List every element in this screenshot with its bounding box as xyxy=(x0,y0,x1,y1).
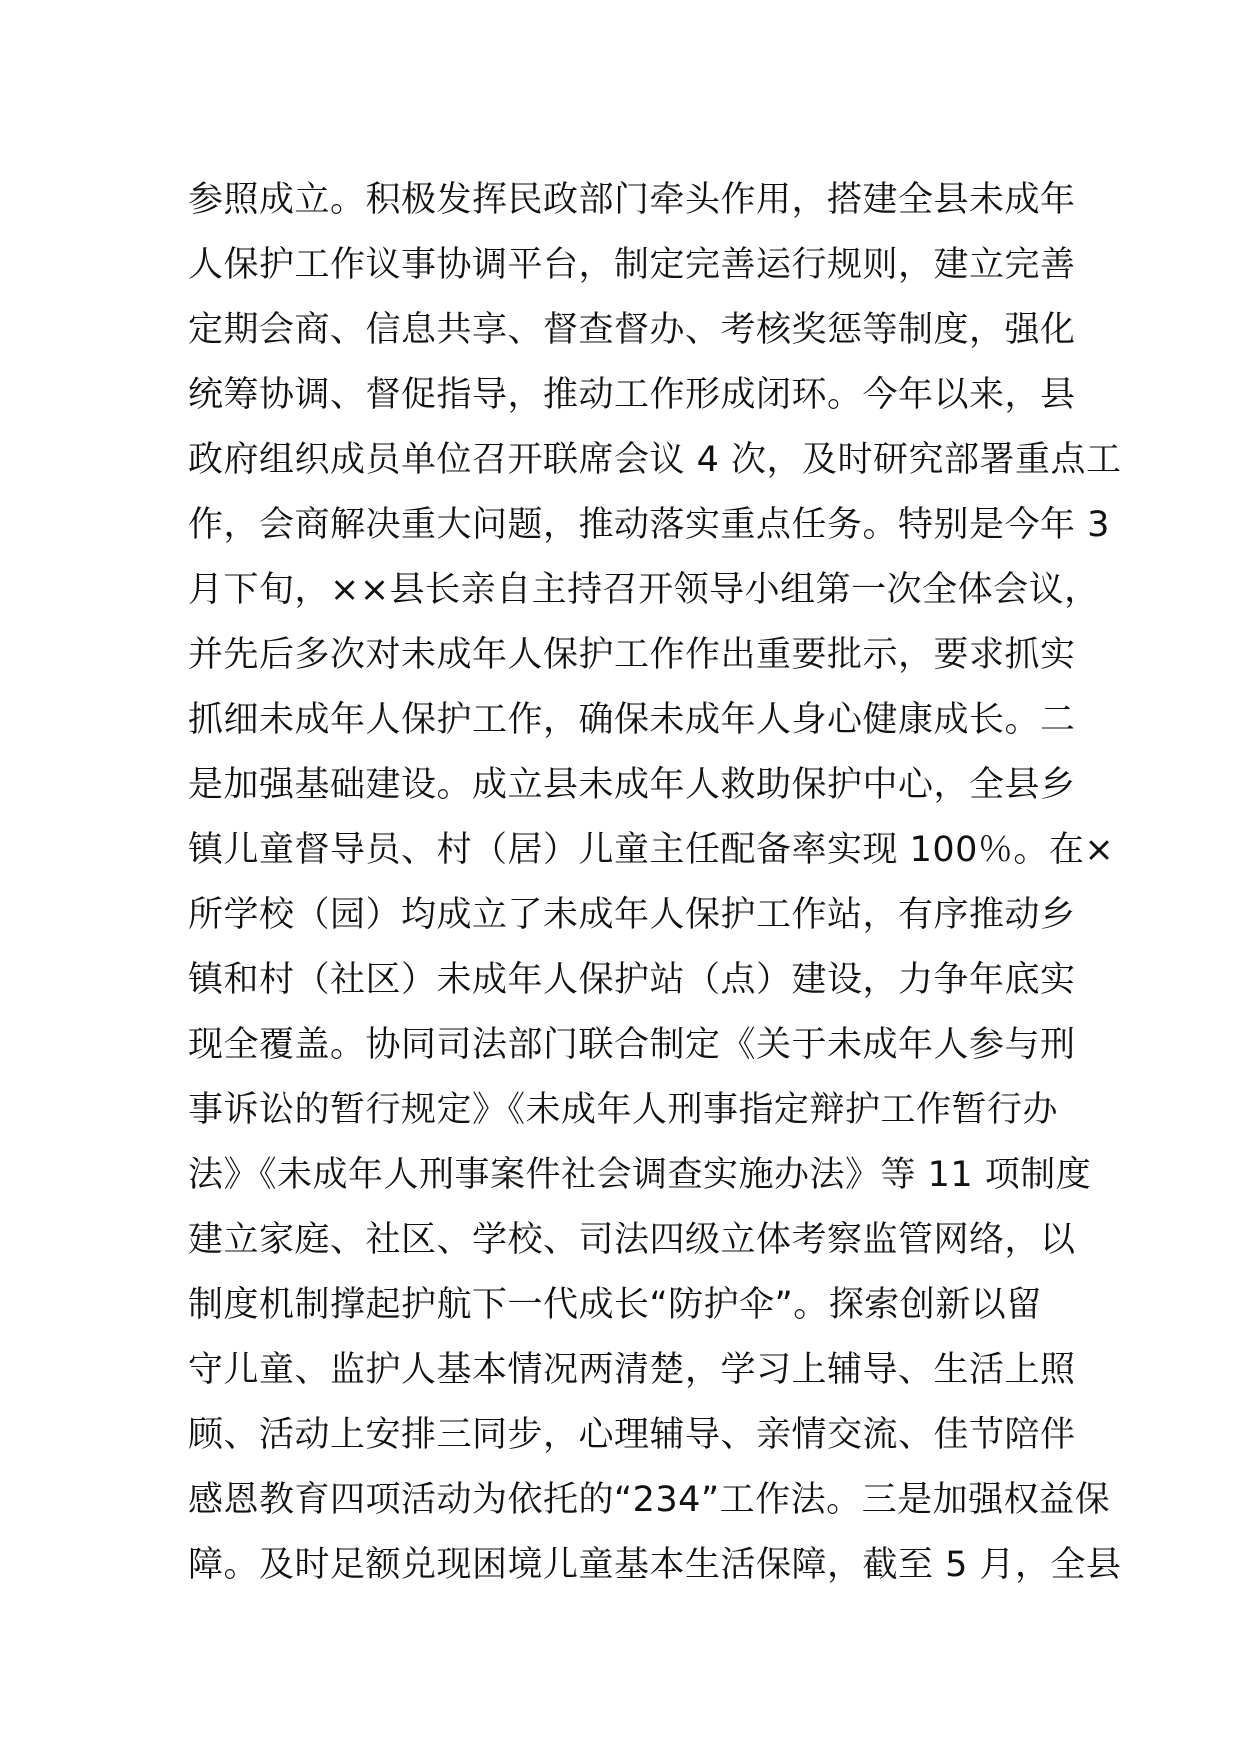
text-line: 是加强基础建设。成立县未成年人救助保护中心，全县乡 xyxy=(188,765,1076,805)
text-line: 制度机制撑起护航下一代成长“防护伞”。探索创新以留 xyxy=(188,1285,1042,1325)
text-line: 障。及时足额兑现困境儿童基本生活保障，截至 5 月，全县 xyxy=(188,1545,1122,1585)
text-line: 镇和村（社区）未成年人保护站（点）建设，力争年底实 xyxy=(188,960,1076,1000)
text-line: 顾、活动上安排三同步，心理辅导、亲情交流、佳节陪伴 xyxy=(188,1415,1076,1455)
text-line: 法》《未成年人刑事案件社会调查实施办法》等 11 项制度 xyxy=(188,1155,1092,1195)
text-line: 定期会商、信息共享、督查督办、考核奖惩等制度，强化 xyxy=(188,310,1076,350)
text-line: 感恩教育四项活动为依托的“234”工作法。三是加强权益保 xyxy=(188,1480,1111,1520)
text-line: 并先后多次对未成年人保护工作作出重要批示，要求抓实 xyxy=(188,635,1076,675)
text-line: 事诉讼的暂行规定》《未成年人刑事指定辩护工作暂行办 xyxy=(188,1090,1059,1130)
text-line: 人保护工作议事协调平台，制定完善运行规则，建立完善 xyxy=(188,245,1076,285)
text-line: 月下旬，××县长亲自主持召开领导小组第一次全体会议， xyxy=(188,570,1100,610)
text-line: 现全覆盖。协同司法部门联合制定《关于未成年人参与刑 xyxy=(188,1025,1076,1065)
text-line: 守儿童、监护人基本情况两清楚，学习上辅导、生活上照 xyxy=(188,1350,1076,1390)
text-line: 政府组织成员单位召开联席会议 4 次，及时研究部署重点工 xyxy=(188,440,1122,480)
text-line: 统筹协调、督促指导，推动工作形成闭环。今年以来，县 xyxy=(188,375,1076,415)
text-line: 建立家庭、社区、学校、司法四级立体考察监管网络，以 xyxy=(188,1220,1076,1260)
body-text xyxy=(188,168,1122,1598)
text-line: 镇儿童督导员、村（居）儿童主任配备率实现 100％。在× xyxy=(188,830,1115,870)
text-line: 抓细未成年人保护工作，确保未成年人身心健康成长。二 xyxy=(188,700,1076,740)
text-line: 作，会商解决重大问题，推动落实重点任务。特别是今年 3 xyxy=(188,505,1110,545)
text-line: 参照成立。积极发挥民政部门牵头作用，搭建全县未成年 xyxy=(188,180,1076,220)
text-line: 所学校（园）均成立了未成年人保护工作站，有序推动乡 xyxy=(188,895,1076,935)
